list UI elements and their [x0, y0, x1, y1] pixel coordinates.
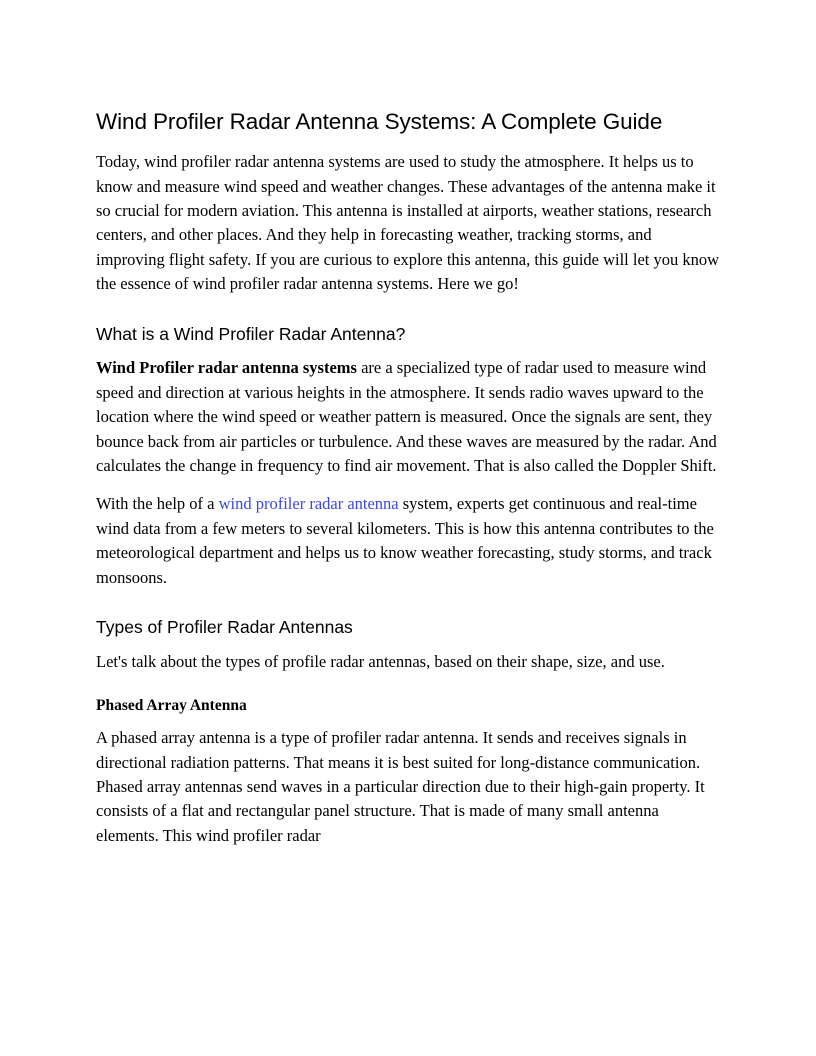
lead-in-bold-text: Wind Profiler radar antenna systems [96, 358, 357, 378]
section-heading-types: Types of Profiler Radar Antennas [96, 616, 353, 637]
section-2-paragraph-2: A phased array antenna is a type of profiler radar antenna. It sends and receives signals in directional radiation patterns. That means it is best suited for long-distance communication. Phased array antennas send waves in a particular direction due to their high-gain property. It consists of a flat and rectangular panel structure. That is made of many small antenna elements. This wind profiler radar [96, 728, 705, 845]
page-title: Wind Profiler Radar Antenna Systems: A Complete Guide [96, 109, 663, 134]
section-1-paragraph-2-before: With the help of a [96, 494, 219, 514]
wind-profiler-radar-antenna-link[interactable]: wind profiler radar antenna [218, 494, 399, 514]
section-1-paragraph-1-rest: are a specialized type of radar used to measure wind speed and direction at various heights in the atmosphere. It sends radio waves upward to the location where the wind speed or weather pattern is measured. Once the signals are sent, they bounce back from air particles or turbulence. And these waves are measured by the radar. And calculates the change in frequency to find air movement. That is also called the Doppler Shift. [96, 358, 717, 475]
section-heading-what-is: What is a Wind Profiler Radar Antenna? [96, 323, 406, 344]
section-1-paragraph-2-after: system, experts get continuous and real-time wind data from a few meters to several kilometers. This is how this antenna contributes to the meteorological department and helps us to know weather forecasting, study storms, and track monsoons. [96, 494, 714, 587]
section-1-paragraph-2 [96, 492, 720, 590]
intro-paragraph: Today, wind profiler radar antenna systems are used to study the atmosphere. It helps us to know and measure wind speed and weather changes. These advantages of the antenna make it so crucial for modern aviation. This antenna is installed at airports, weather stations, research centers, and other places. And they help in forecasting weather, tracking storms, and improving flight safety. If you are curious to explore this antenna, this guide will let you know the essence of wind profiler radar antenna systems. Here we go! [96, 152, 720, 294]
section-1-paragraph-1 [96, 356, 720, 478]
section-2-paragraph-1: Let's talk about the types of profile radar antennas, based on their shape, size, and use. [96, 651, 665, 671]
subsection-heading-phased-array: Phased Array Antenna [96, 697, 247, 715]
